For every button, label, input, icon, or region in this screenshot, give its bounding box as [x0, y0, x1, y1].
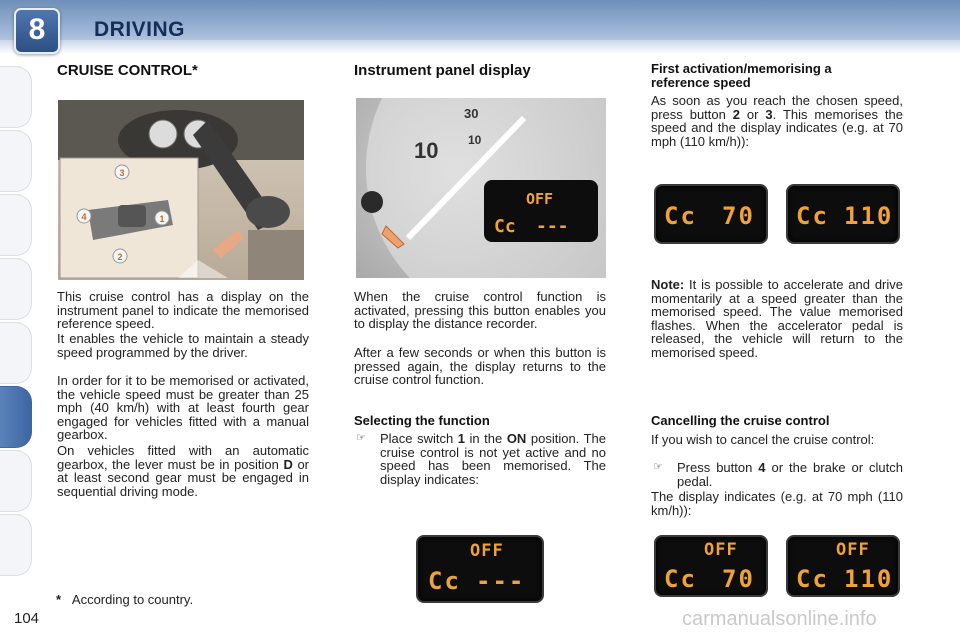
cruise-steady-speed-paragraph: It enables the vehicle to maintain a steady speed programmed by the driver.	[57, 331, 309, 360]
lcd-cc-label: Cc	[664, 202, 697, 230]
side-tab-2[interactable]	[0, 130, 32, 192]
header-fade	[0, 40, 960, 54]
lcd-display-cc-70	[654, 184, 768, 244]
first-activation-heading: First activation/memorising a reference speed	[651, 61, 832, 90]
section-heading-instrument-panel: Instrument panel display	[354, 62, 531, 79]
chapter-number-badge: 8	[14, 8, 60, 54]
lcd-speed-value: 70	[722, 565, 755, 593]
lcd-cc-label: Cc	[796, 565, 829, 593]
dial-number-10-large: 10	[414, 138, 439, 163]
lcd-speed-value: ---	[476, 567, 526, 595]
dash-lcd-cc: Cc	[494, 216, 516, 237]
callout-3: 3	[119, 168, 125, 178]
cruise-intro-paragraph: This cruise control has a display on the instrument panel to indicate the memorised reference speed.	[57, 289, 309, 332]
instrument-panel-illustration	[356, 98, 606, 278]
lcd-speed-value: 70	[722, 202, 755, 230]
dial-number-10-small: 10	[468, 133, 482, 147]
lcd-display-cc-110	[786, 184, 900, 244]
lcd-cc-label: Cc	[796, 202, 829, 230]
side-tab-1[interactable]	[0, 66, 32, 128]
cruise-memorise-condition-paragraph: In order for it to be memorised or activated, the vehicle speed must be greater than 25 mph (40 km/h) with at least fourth gear engaged for vehicles fitted with a manual gearbox.	[57, 373, 309, 443]
page-number: 104	[14, 610, 40, 627]
lcd-display-off-unset	[416, 535, 544, 603]
watermark: carmanualsonline.info	[682, 608, 877, 630]
side-tab-8[interactable]	[0, 514, 32, 576]
callout-1: 1	[159, 214, 165, 224]
chapter-title: DRIVING	[94, 18, 186, 41]
lcd-display-off-70	[654, 535, 768, 597]
display-return-paragraph: After a few seconds or when this button is pressed again, the display returns to the cruise control function.	[354, 345, 606, 388]
lcd-cc-label: Cc	[428, 567, 461, 595]
lcd-speed-value: 110	[844, 202, 894, 230]
dial-number-30: 30	[464, 106, 479, 121]
dash-lcd-value: ---	[536, 216, 569, 237]
pointing-hand-icon: ☞	[356, 432, 366, 444]
note-paragraph: Note: It is possible to accelerate and drive momentarily at a speed greater than the memorised speed. The value memorised flashes. When the accelerator pedal is released, the vehicle will return to the memorised speed.	[651, 277, 903, 360]
side-tab-active-driving[interactable]	[0, 386, 32, 448]
side-tab-7[interactable]	[0, 450, 32, 512]
cancelling-display-paragraph: The display indicates (e.g. at 70 mph (110 km/h)):	[651, 489, 903, 518]
chapter-side-tabs	[0, 66, 34, 572]
selecting-function-heading: Selecting the function	[354, 413, 490, 428]
pointing-hand-icon: ☞	[653, 461, 663, 473]
display-button-paragraph: When the cruise control function is activated, pressing this button enables you to display the distance recorder.	[354, 289, 606, 332]
cruise-automatic-gearbox-paragraph: On vehicles fitted with an automatic gearbox, the lever must be in position D or at least second gear must be engaged in sequential driving mode.	[57, 443, 309, 499]
footnote: * According to country.	[56, 592, 194, 607]
lcd-off-label: OFF	[704, 540, 738, 560]
first-activation-paragraph: As soon as you reach the chosen speed, press button 2 or 3. This memorises the speed and the display indicates (e.g. at 70 mph (110 km/h)):	[651, 93, 903, 149]
side-tab-3[interactable]	[0, 194, 32, 256]
cancelling-heading: Cancelling the cruise control	[651, 413, 830, 428]
selecting-function-bullet: ☞ Place switch 1 in the ON position. The cruise control is not yet active and no speed has been memorised. The display indicates:	[356, 431, 606, 487]
callout-4: 4	[81, 212, 87, 222]
lcd-speed-value: 110	[844, 565, 894, 593]
section-heading-cruise-control: CRUISE CONTROL*	[57, 62, 198, 79]
instrument-panel-photo	[356, 98, 606, 278]
cancelling-bullet: ☞ Press button 4 or the brake or clutch pedal.	[653, 460, 903, 489]
steering-column-photo	[58, 100, 304, 280]
side-tab-4[interactable]	[0, 258, 32, 320]
lcd-display-off-110	[786, 535, 900, 597]
lcd-off-label: OFF	[470, 541, 504, 561]
side-tab-5[interactable]	[0, 322, 32, 384]
cancelling-intro-paragraph: If you wish to cancel the cruise control:	[651, 432, 875, 447]
dash-lcd-off: OFF	[526, 190, 554, 208]
lcd-off-label: OFF	[836, 540, 870, 560]
lcd-cc-label: Cc	[664, 565, 697, 593]
callout-2: 2	[117, 252, 123, 262]
steering-column-illustration	[58, 100, 304, 280]
